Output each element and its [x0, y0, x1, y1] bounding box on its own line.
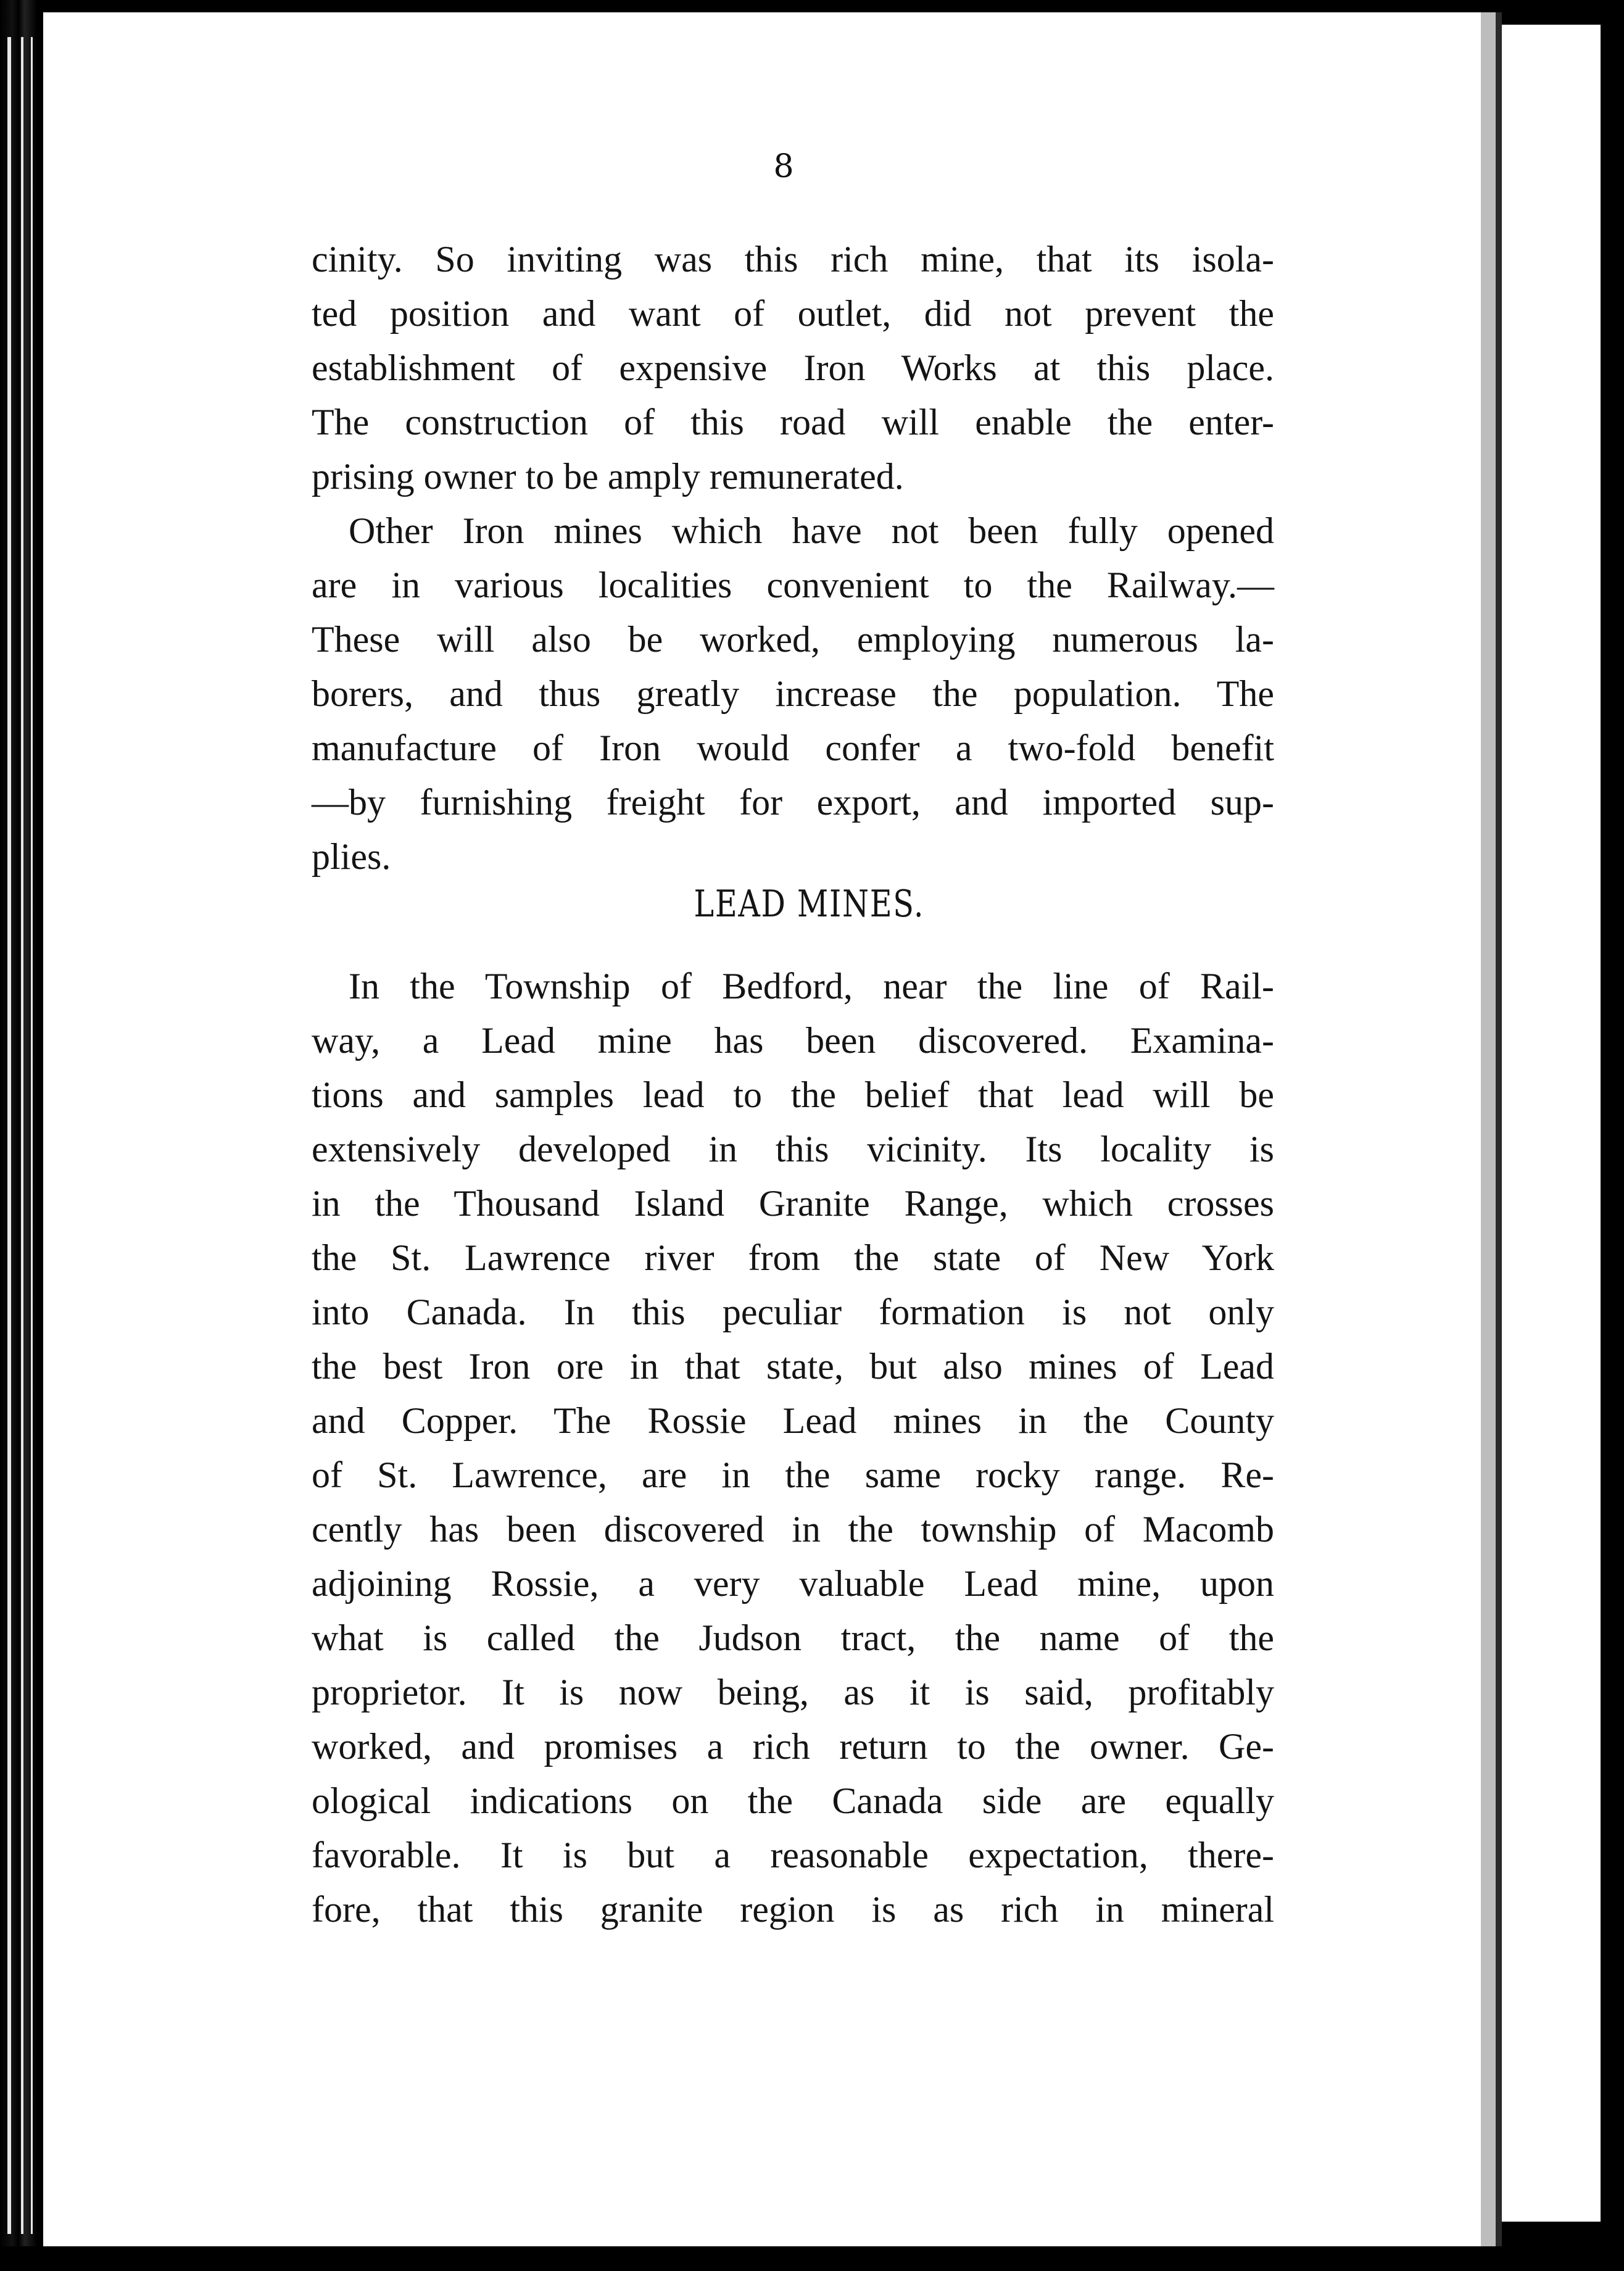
- page-fold-shadow: [1481, 12, 1496, 2252]
- text-line: proprietor. It is now being, as it is said, profitably: [312, 1672, 1274, 1713]
- text-line: Other Iron mines which have not been fully opened: [349, 510, 1274, 551]
- text-line: the best Iron ore in that state, but also mines of Lead: [312, 1346, 1274, 1387]
- text-line: worked, and promises a rich return to the owner. Ge-: [312, 1726, 1274, 1767]
- text-line: borers, and thus greatly increase the population. The: [312, 673, 1274, 714]
- paragraph-1: [312, 232, 1274, 504]
- section-heading: LEAD MINES.: [694, 882, 925, 926]
- binding-streak: [31, 37, 33, 2234]
- text-line: establishment of expensive Iron Works at this place.: [312, 347, 1274, 388]
- text-line: In the Township of Bedford, near the line of Rail-: [349, 966, 1274, 1007]
- binding-streak: [7, 37, 11, 2234]
- text-line: cently has been discovered in the township of Macomb: [312, 1509, 1274, 1550]
- text-line: fore, that this granite region is as rich in mineral: [312, 1889, 1274, 1930]
- paragraph-2: [312, 504, 1274, 884]
- page-fold-line: [1496, 12, 1502, 2252]
- text-line: manufacture of Iron would confer a two-fold benefit: [312, 728, 1274, 768]
- text-line: in the Thousand Island Granite Range, which crosses: [312, 1183, 1274, 1224]
- text-line: These will also be worked, employing numerous la-: [312, 619, 1274, 660]
- text-line: cinity. So inviting was this rich mine, that its isola-: [312, 239, 1274, 280]
- text-line: prising owner to be amply remunerated.: [312, 456, 904, 497]
- text-line: extensively developed in this vicinity. Its locality is: [312, 1129, 1274, 1169]
- text-line: ological indications on the Canada side are equally: [312, 1780, 1274, 1821]
- adjacent-page-sliver: [1502, 25, 1601, 2222]
- text-line: the St. Lawrence river from the state of New York: [312, 1237, 1274, 1278]
- text-line: —by furnishing freight for export, and imported sup-: [312, 782, 1274, 823]
- text-line: ted position and want of outlet, did not prevent the: [312, 293, 1274, 334]
- scan-right-border: [1601, 0, 1624, 2271]
- text-line: adjoining Rossie, a very valuable Lead mine, upon: [312, 1563, 1274, 1604]
- text-line: tions and samples lead to the belief that lead will be: [312, 1074, 1274, 1115]
- lead-mines-paragraph: [312, 959, 1274, 1937]
- page-number: 8: [773, 148, 794, 185]
- text-line: plies.: [312, 836, 391, 877]
- book-binding-edge: [0, 0, 37, 2271]
- text-line: are in various localities convenient to the Railway.—: [312, 565, 1274, 605]
- scan-top-border: [0, 0, 1624, 14]
- text-line: and Copper. The Rossie Lead mines in the County: [312, 1400, 1274, 1441]
- text-line: of St. Lawrence, are in the same rocky range. Re-: [312, 1455, 1274, 1495]
- text-line: into Canada. In this peculiar formation is not only: [312, 1292, 1274, 1332]
- text-line: way, a Lead mine has been discovered. Examina-: [312, 1020, 1274, 1061]
- scan-bottom-border: [0, 2246, 1624, 2271]
- text-line: The construction of this road will enable the enter-: [312, 402, 1274, 442]
- binding-streak: [21, 37, 23, 2234]
- text-line: what is called the Judson tract, the name of the: [312, 1617, 1274, 1658]
- text-line: favorable. It is but a reasonable expectation, there-: [312, 1835, 1274, 1875]
